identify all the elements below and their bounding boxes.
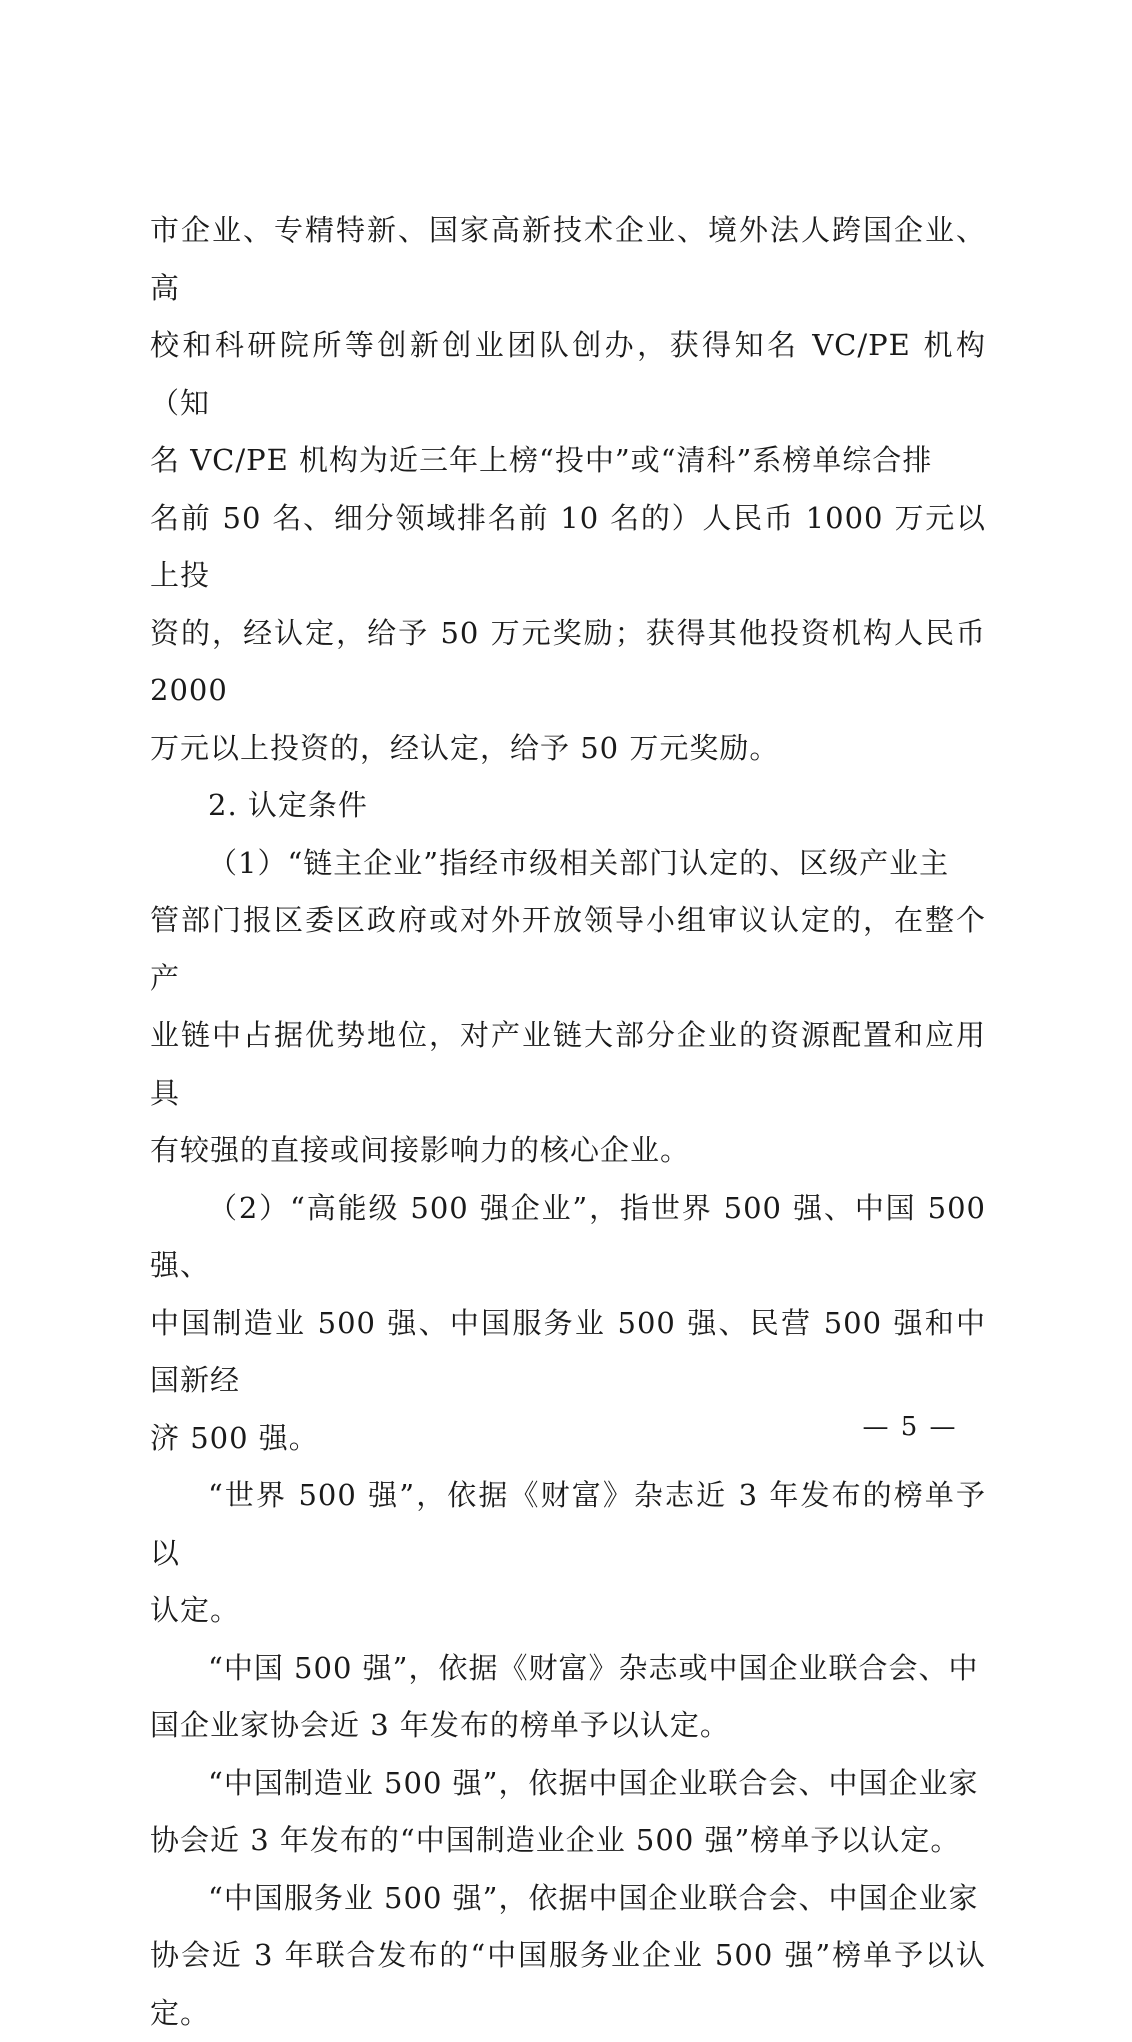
paragraph-continuation: 市企业、专精特新、国家高新技术企业、境外法人跨国企业、高 校和科研院所等创新创业团队创办，获得知名 VC/PE 机构（知 名 VC/PE 机构为近三年上榜“投中”或“清科”系榜单综合排 名前 50 名、细分领域排名前 10 名的）人民币 1000 万元以上投 资的，经认定，给予 50 万元奖励；获得其他投资机构人民币 2000 万元以上投资的，经认定，给予 50 万元奖励。 (150, 202, 986, 777)
paragraph-china-500: “中国 500 强”，依据《财富》杂志或中国企业联合会、中 国企业家协会近 3 年发布的榜单予以认定。 (150, 1640, 986, 1755)
paragraph-manufacturing-500: “中国制造业 500 强”，依据中国企业联合会、中国企业家 协会近 3 年发布的“中国制造业企业 500 强”榜单予以认定。 (150, 1755, 986, 1870)
paragraph-top-500-definition: （2）“高能级 500 强企业”，指世界 500 强、中国 500 强、 中国制造业 500 强、中国服务业 500 强、民营 500 强和中国新经 济 500 强。 (150, 1180, 986, 1468)
paragraph-world-500: “世界 500 强”，依据《财富》杂志近 3 年发布的榜单予以 认定。 (150, 1467, 986, 1640)
document-body (150, 202, 986, 2042)
section-heading-recognition-conditions: 2. 认定条件 (150, 777, 986, 835)
page-number: — 5 — (830, 1412, 990, 1442)
paragraph-services-500: “中国服务业 500 强”，依据中国企业联合会、中国企业家 协会近 3 年联合发布的“中国服务业企业 500 强”榜单予以认定。 (150, 1870, 986, 2042)
paragraph-chain-leader-definition: （1）“链主企业”指经市级相关部门认定的、区级产业主 管部门报区委区政府或对外开放领导小组审议认定的，在整个产 业链中占据优势地位，对产业链大部分企业的资源配置和应用具 有较强的直接或间接影响力的核心企业。 (150, 835, 986, 1180)
